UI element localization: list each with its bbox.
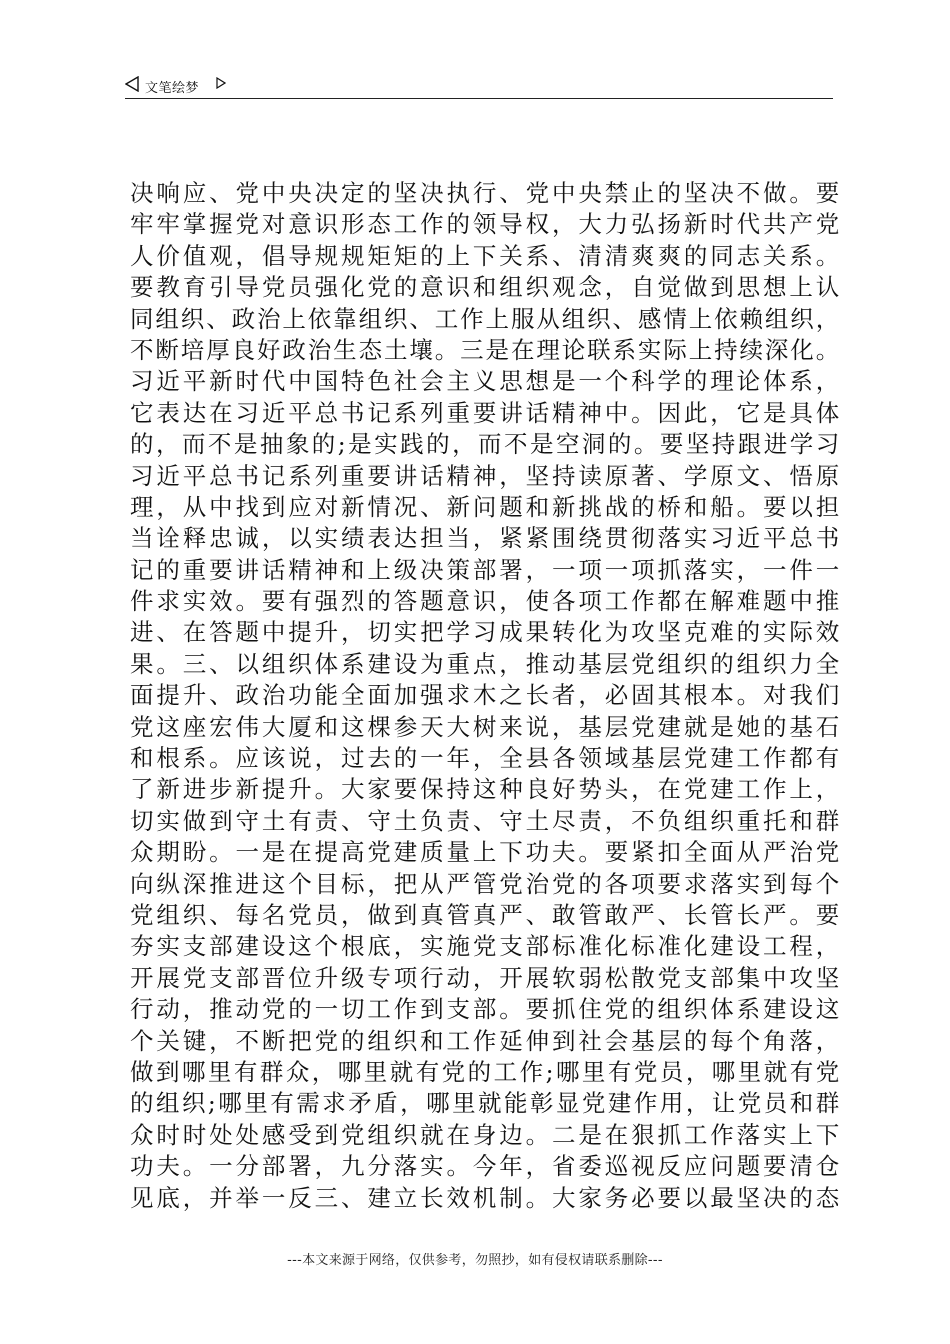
body-line: 党组织、每名党员，做到真管真严、敢管敢严、长管长严。要 bbox=[130, 900, 841, 929]
body-line: 开展党支部晋位升级专项行动，开展软弱松散党支部集中攻坚 bbox=[130, 963, 841, 992]
body-line: 决响应、党中央决定的坚决执行、党中央禁止的坚决不做。要 bbox=[130, 179, 841, 207]
body-line: 党这座宏伟大厦和这棵参天大树来说，基层党建就是她的基石 bbox=[130, 712, 841, 741]
body-line: 牢牢掌握党对意识形态工作的领导权，大力弘扬新时代共产党 bbox=[130, 210, 841, 239]
body-line: 进、在答题中提升，切实把学习成果转化为攻坚克难的实际效 bbox=[130, 618, 841, 647]
body-line: 众期盼。一是在提高党建质量上下功夫。要紧扣全面从严治党 bbox=[130, 838, 841, 867]
body-line: 件求实效。要有强烈的答题意识，使各项工作都在解难题中推 bbox=[130, 587, 841, 616]
body-line: 要教育引导党员强化党的意识和组织观念，自觉做到思想上认 bbox=[130, 273, 841, 302]
body-line: 它表达在习近平总书记系列重要讲话精神中。因此，它是具体 bbox=[130, 398, 841, 427]
body-line: 人价值观，倡导规规矩矩的上下关系、清清爽爽的同志关系。 bbox=[130, 241, 841, 270]
body-line: 见底，并举一反三、建立长效机制。大家务必要以最坚决的态 bbox=[130, 1183, 841, 1212]
body-line: 了新进步新提升。大家要保持这种良好势头，在党建工作上， bbox=[130, 775, 841, 804]
body-line: 众时时处处感受到党组织就在身边。二是在狠抓工作落实上下 bbox=[130, 1120, 841, 1149]
body-line: 同组织、政治上依靠组织、工作上服从组织、感情上依赖组织， bbox=[130, 304, 841, 333]
body-line: 记的重要讲话精神和上级决策部署，一项一项抓落实，一件一 bbox=[130, 555, 841, 584]
body-line: 理，从中找到应对新情况、新问题和新挑战的桥和船。要以担 bbox=[130, 492, 841, 521]
body-line: 夯实支部建设这个根底，实施党支部标准化标准化建设工程， bbox=[130, 932, 841, 961]
body-line: 行动，推动党的一切工作到支部。要抓住党的组织体系建设这 bbox=[130, 995, 841, 1024]
body-line: 的组织;哪里有需求矛盾，哪里就能彰显党建作用，让党员和群 bbox=[130, 1089, 841, 1118]
footer-disclaimer: ---本文来源于网络，仅供参考，勿照抄，如有侵权请联系删除--- bbox=[287, 1253, 663, 1268]
body-line: 和根系。应该说，过去的一年，全县各领域基层党建工作都有 bbox=[130, 744, 841, 773]
header-brand: 文笔绘梦 bbox=[145, 81, 200, 96]
body-line: 习近平新时代中国特色社会主义思想是一个科学的理论体系， bbox=[130, 367, 841, 396]
right-triangle-icon bbox=[216, 77, 226, 89]
body-line: 做到哪里有群众，哪里就有党的工作;哪里有党员，哪里就有党 bbox=[130, 1057, 841, 1086]
body-line: 面提升、政治功能全面加强求木之长者，必固其根本。对我们 bbox=[130, 681, 841, 710]
body-line: 当诠释忠诚，以实绩表达担当，紧紧围绕贯彻落实习近平总书 bbox=[130, 524, 841, 553]
left-triangle-icon bbox=[125, 76, 139, 92]
body-line: 个关键，不断把党的组织和工作延伸到社会基层的每个角落， bbox=[130, 1026, 841, 1055]
body-line: 的，而不是抽象的;是实践的，而不是空洞的。要坚持跟进学习 bbox=[130, 430, 841, 459]
page-header bbox=[125, 74, 833, 99]
body-line: 功夫。一分部署，九分落实。今年，省委巡视反应问题要清仓 bbox=[130, 1152, 841, 1181]
body-line: 向纵深推进这个目标，把从严管党治党的各项要求落实到每个 bbox=[130, 869, 841, 898]
body-line: 切实做到守土有责、守土负责、守土尽责，不负组织重托和群 bbox=[130, 806, 841, 835]
body-line: 习近平总书记系列重要讲话精神，坚持读原著、学原文、悟原 bbox=[130, 461, 841, 490]
body-line: 不断培厚良好政治生态土壤。三是在理论联系实际上持续深化。 bbox=[130, 335, 841, 364]
document-body bbox=[130, 178, 850, 1214]
body-line: 果。三、以组织体系建设为重点，推动基层党组织的组织力全 bbox=[130, 649, 841, 678]
